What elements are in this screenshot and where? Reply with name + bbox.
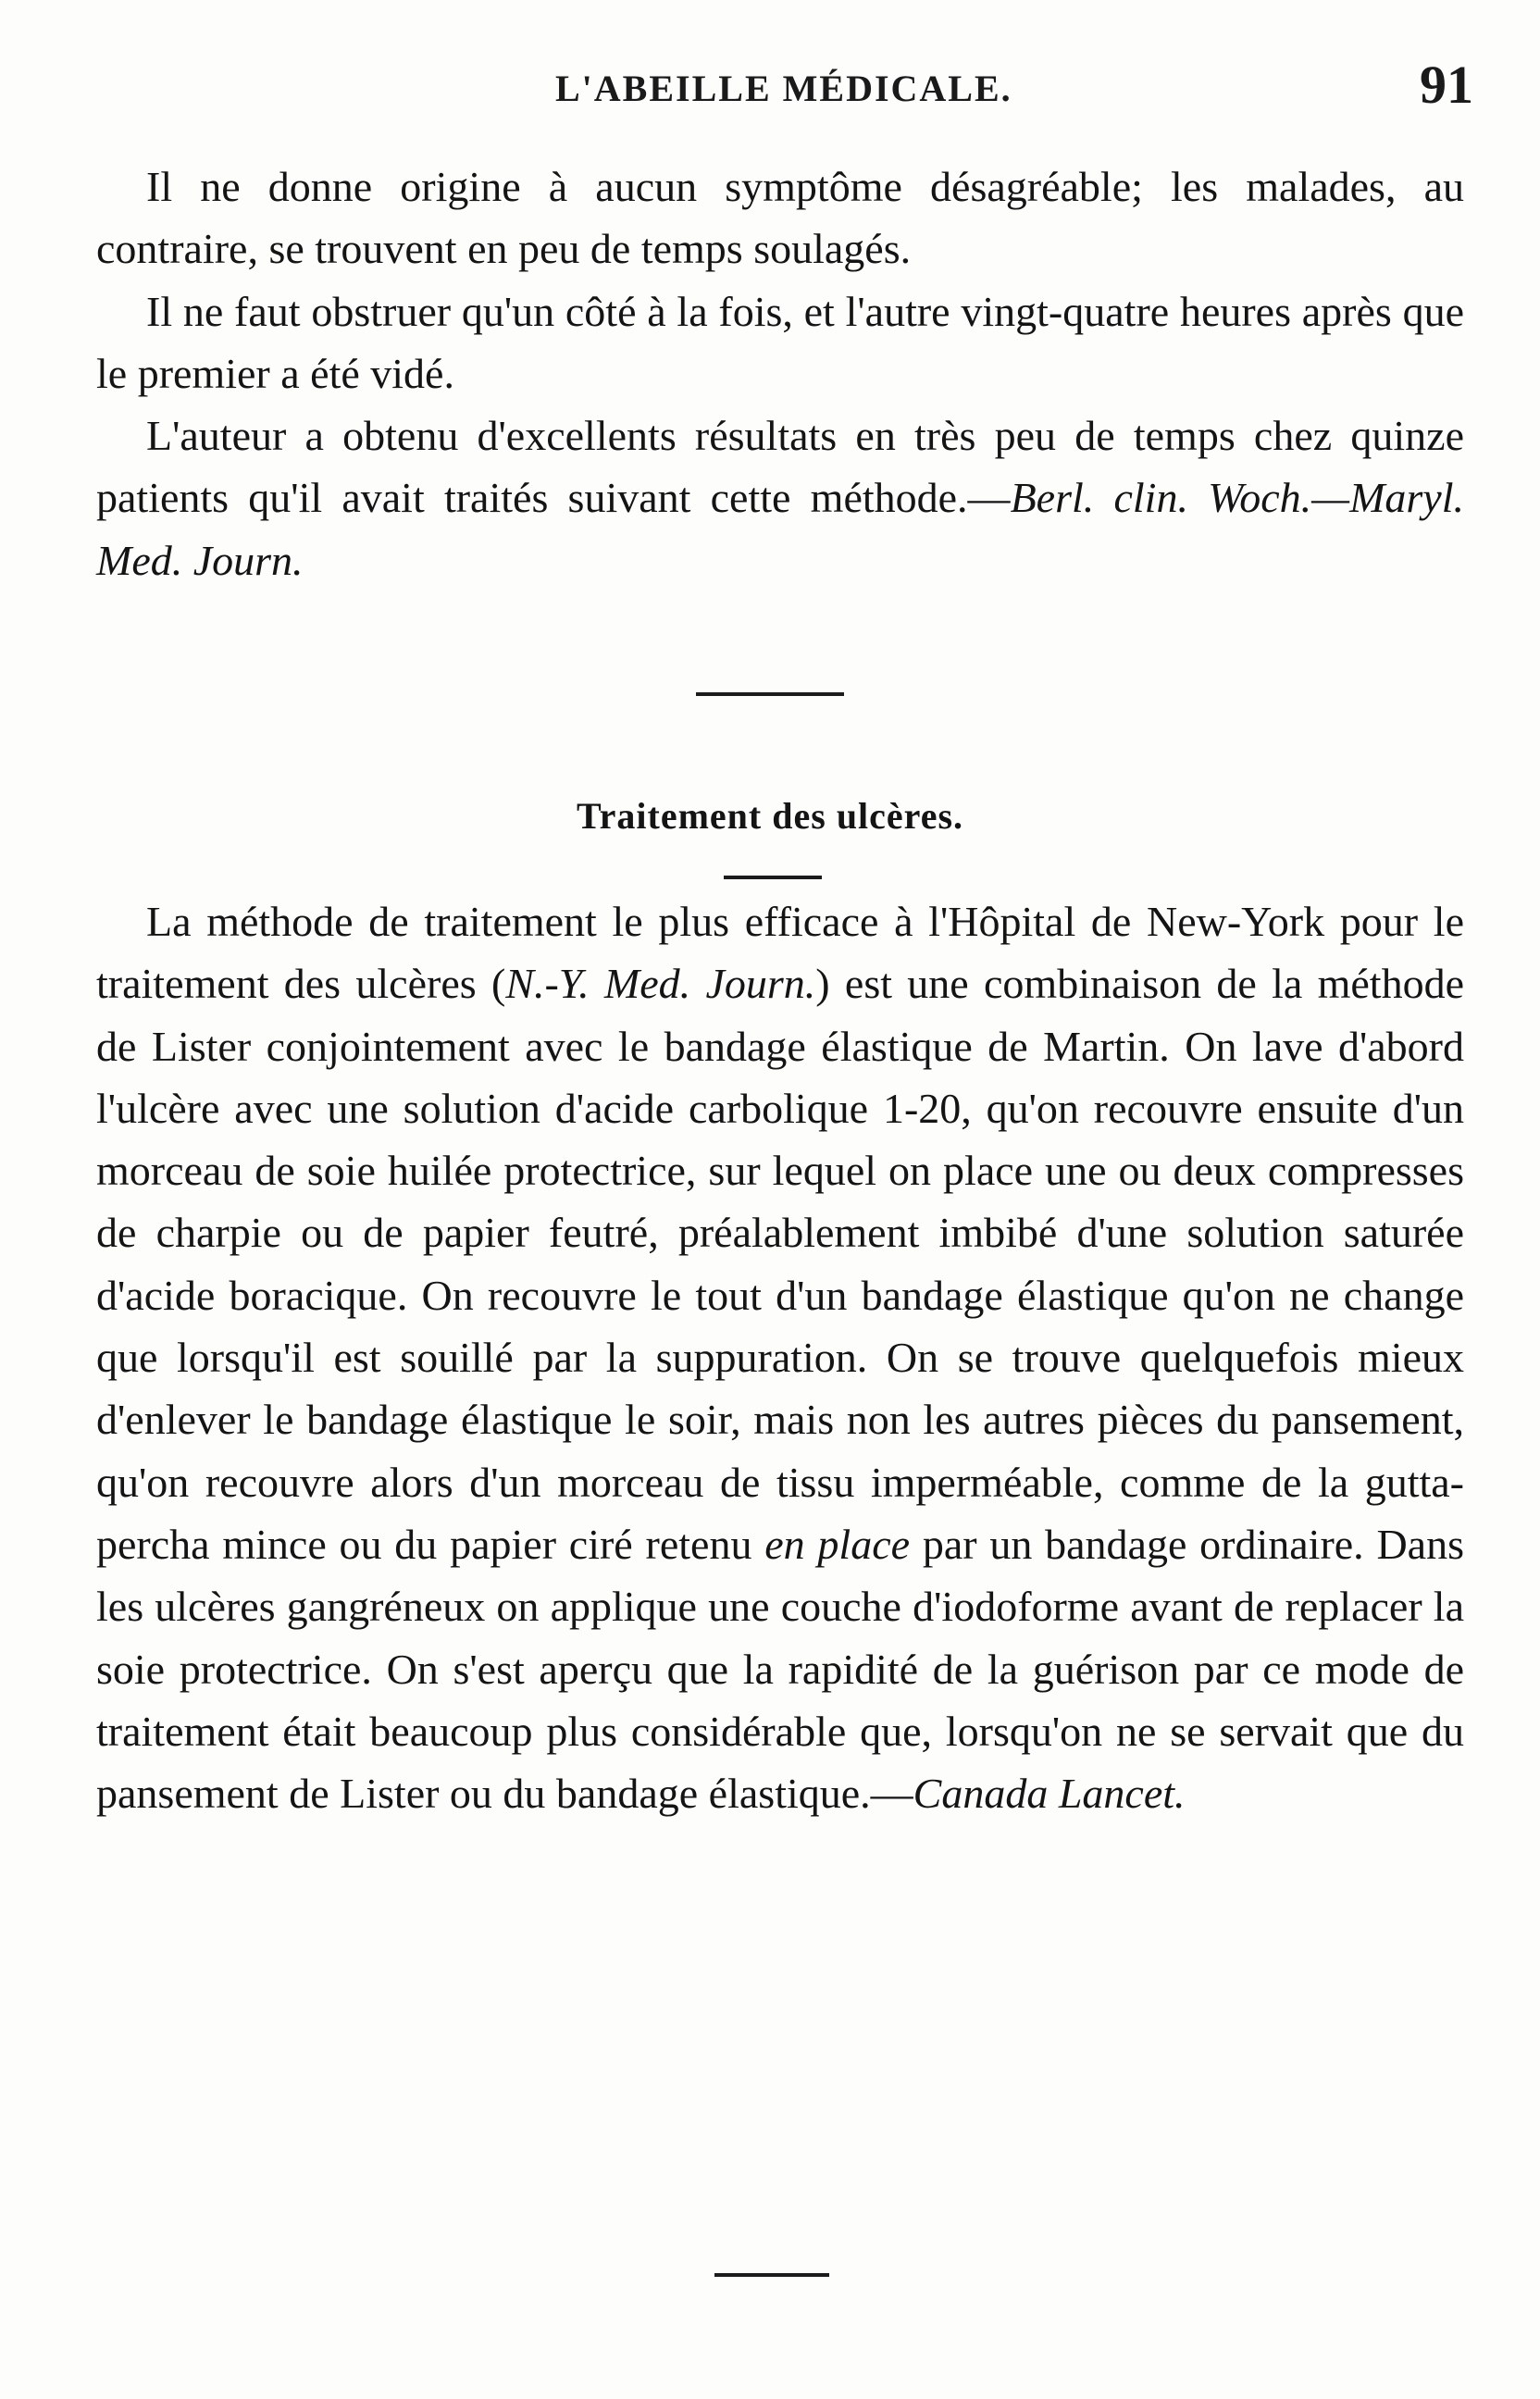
paragraph xyxy=(96,890,1464,1824)
paragraph-text: par un bandage ordinaire. Dans les ulcères gangréneux on applique une couche d'iodoforme avant de replacer la soie protectrice. On s'est aperçu que la rapidité de la guérison par ce mode de traitement était beaucoup plus considérable que, lorsqu'on ne se servait que du pansement de Lister ou du bandage élastique.— xyxy=(96,1520,1465,1818)
paragraph xyxy=(96,404,1464,591)
source-reference: Berl. clin. Woch.—Maryl. Med. Journ. xyxy=(96,474,1464,584)
source-reference: Canada Lancet. xyxy=(913,1770,1186,1818)
title-underline xyxy=(724,876,822,879)
paragraph: Il ne faut obstruer qu'un côté à la fois, et l'autre vingt-quatre heures après que le premier a été vidé. xyxy=(96,287,1464,397)
paragraph-text: L'auteur a obtenu d'excellents résultats en très peu de temps chez quinze patients qu'il avait traités suivant cette méthode.— xyxy=(96,412,1464,522)
section-title: Traitement des ulcères. xyxy=(576,795,964,837)
section-divider xyxy=(696,692,844,696)
article-body xyxy=(96,890,1464,1824)
italic-phrase: en place xyxy=(764,1520,911,1568)
page-number: 91 xyxy=(1420,55,1473,115)
end-divider xyxy=(714,2273,829,2277)
paragraph-text: ) est une combinaison de la méthode de Lister conjointement avec le bandage élastique de Martin. On lave d'abord l'ulcère avec une solution d'acide carbolique 1-20, qu'on recouvre ensuite d'un morceau de soie huilée protectrice, sur lequel on place une ou deux compresses de charpie ou de papier feutré, préalablement imbibé d'une solution saturée d'acide boracique. On recouvre le tout d'un bandage élastique qu'on ne change que lorsqu'il est souillé par la suppuration. On se trouve quelquefois mieux d'enlever le bandage élastique le soir, mais non les autres pièces du pansement, qu'on recouvre alors d'un morceau de tissu imperméable, comme de la gutta-percha mince ou du papier ciré retenu xyxy=(96,960,1464,1568)
running-head: L'ABEILLE MÉDICALE. xyxy=(555,68,1012,109)
paragraph: Il ne donne origine à aucun symptôme désagréable; les malades, au contraire, se trouvent en peu de temps soulagés. xyxy=(96,163,1464,273)
journal-reference: N.-Y. Med. Journ. xyxy=(505,960,816,1008)
paragraph-text: La méthode de traitement le plus efficace à l'Hôpital de New-York pour le traitement des ulcères ( xyxy=(96,898,1464,1008)
article-continuation xyxy=(96,155,1464,591)
